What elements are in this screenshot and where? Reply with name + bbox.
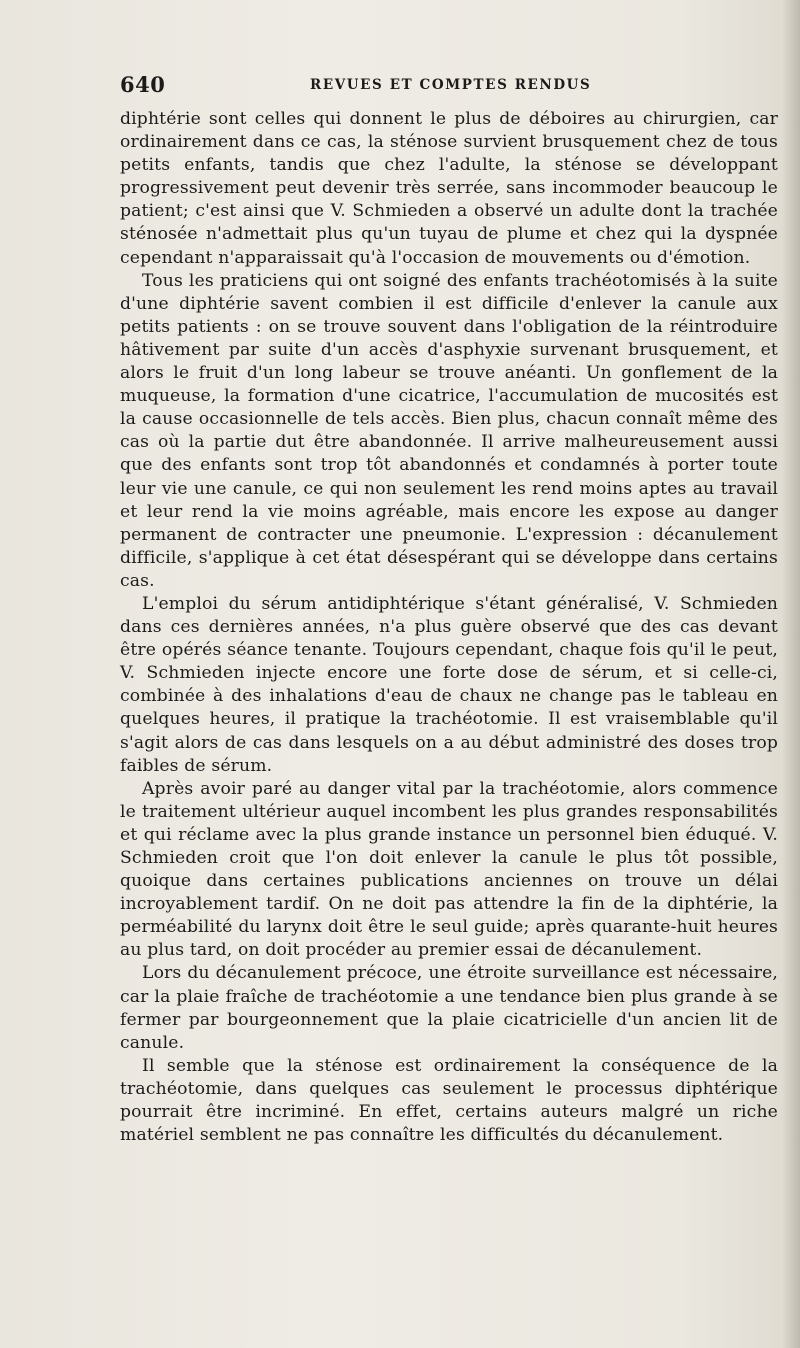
running-title: REVUES ET COMPTES RENDUS [310, 77, 592, 93]
paragraph: Il semble que la sténose est ordinairement la conséquence de la trachéotomie, dans quelques cas seulement le processus diphtérique pourrait être incriminé. En effet, certains auteurs malgré un riche matériel semblent ne pas connaître les difficultés du décanulement. [120, 1055, 778, 1146]
paragraph: L'emploi du sérum antidiphtérique s'étant généralisé, V. Schmieden dans ces dernières années, n'a plus guère observé que des cas devant être opérés séance tenante. Toujours cependant, chaque fois qu'il le peut, V. Schmieden injecte encore une forte dose de sérum, et si celle-ci, combinée à des inhalations d'eau de chaux ne change pas le tableau en quelques heures, il pratique la trachéotomie. Il est vraisemblable qu'il s'agit alors de cas dans lesquels on a au début administré des doses trop faibles de sérum. [120, 593, 778, 776]
paragraph: Tous les praticiens qui ont soigné des enfants trachéotomisés à la suite d'une diphtérie savent combien il est difficile d'enlever la canule aux petits patients : on se trouve souvent dans l'obligation de la réintroduire hâtivement par suite d'un accès d'asphyxie survenant brusquement, et alors le fruit d'un long labeur se trouve anéanti. Un gonflement de la muqueuse, la formation d'une cicatrice, l'accumulation de mucosités est la cause occasionnelle de tels accès. Bien plus, chacun connaît même des cas où la partie dut être abandonnée. Il arrive malheureusement aussi que des enfants sont trop tôt abandonnés et condamnés à porter toute leur vie une canule, ce qui non seulement les rend moins aptes au travail et leur rend la vie moins agréable, mais encore les expose au danger permanent de contracter une pneumonie. L'expression : décanulement difficile, s'applique à cet état désespérant qui se développe dans certains cas. [120, 270, 778, 591]
page-number: 640 [120, 72, 166, 97]
page-header [120, 72, 700, 102]
article-body [120, 108, 778, 1147]
paragraph: Après avoir paré au danger vital par la trachéotomie, alors commence le traitement ultérieur auquel incombent les plus grandes responsabilités et qui réclame avec la plus grande instance un personnel bien éduqué. V. Schmieden croit que l'on doit enlever la canule le plus tôt possible, quoique dans certaines publications anciennes on trouve un délai incroyablement tardif. On ne doit pas attendre la fin de la diphtérie, la perméabilité du larynx doit être le seul guide; après quarante-huit heures au plus tard, on doit procéder au premier essai de décanulement. [120, 778, 778, 961]
page-edge-shadow [782, 0, 800, 1348]
paragraph: Lors du décanulement précoce, une étroite surveillance est nécessaire, car la plaie fraîche de trachéotomie a une tendance bien plus grande à se fermer par bourgeonnement que la plaie cicatricielle d'un ancien lit de canule. [120, 963, 778, 1053]
paragraph-continued: diphtérie sont celles qui donnent le plus de déboires au chirurgien, car ordinairement dans ce cas, la sténose survient brusquement chez de tous petits enfants, tandis que chez l'adulte, la sténose se développant progressivement peut devenir très serrée, sans incommoder beaucoup le patient; c'est ainsi que V. Schmieden a observé un adulte dont la trachée sténosée n'admettait plus qu'un tuyau de plume et chez qui la dyspnée cependant n'apparaissait qu'à l'occasion de mouvements ou d'émotion. [120, 109, 778, 268]
